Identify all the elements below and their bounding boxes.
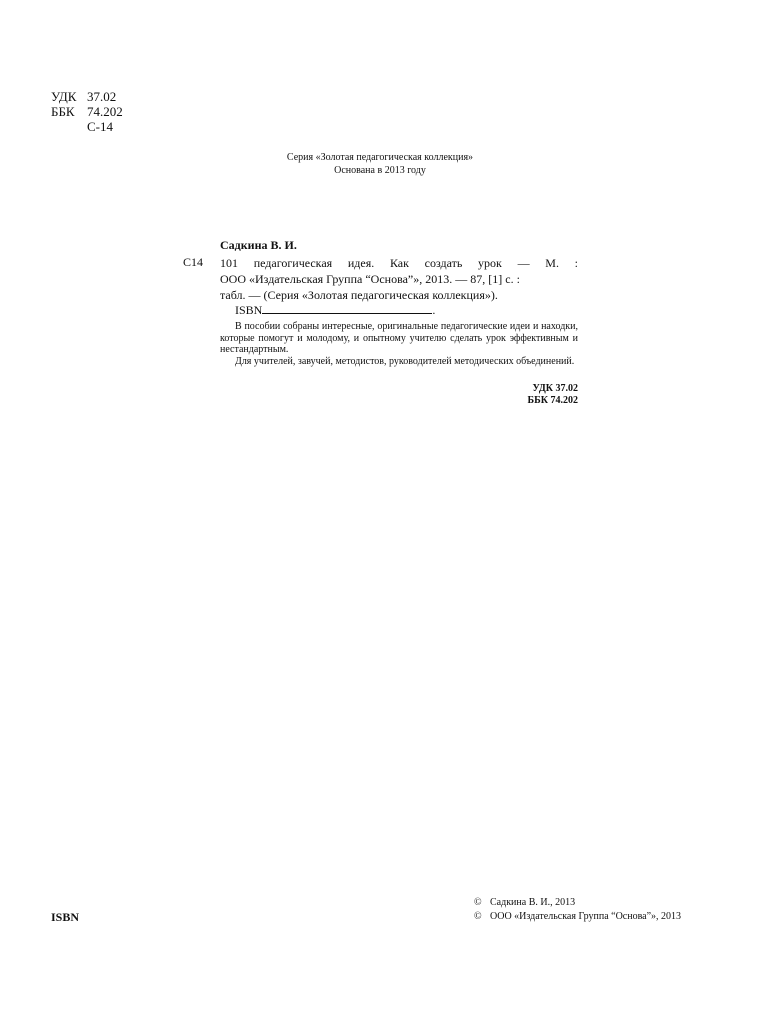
record-author: Садкина В. И.	[220, 238, 297, 252]
series-founded: Основана в 2013 году	[334, 165, 426, 176]
bib-line-3: табл. — (Серия «Золотая педагогическая коллекция»).	[220, 288, 498, 302]
bbk-value: 74.202	[87, 104, 123, 119]
udk-row	[51, 89, 123, 104]
bib-line-2: ООО «Издательская Группа “Основа”», 2013. — 87, [1] с. :	[220, 272, 520, 286]
abstract-paragraph-1: В пособии собраны интересные, оригинальные педагогические идеи и находки, которые помогут и молодому, и опытному учителю сделать урок эффективным и нестандартным.	[220, 321, 578, 355]
series-title: Серия «Золотая педагогическая коллекция»	[286, 152, 474, 163]
record-udk: УДК 37.02	[532, 383, 578, 394]
isbn-end: .	[432, 303, 436, 317]
copyright-symbol: ©	[474, 897, 482, 908]
bib-line-1: 101 педагогическая идея. Как создать урок — М. :	[220, 256, 578, 270]
footer-isbn: ISBN	[51, 910, 80, 924]
isbn-field	[235, 303, 435, 318]
abstract-paragraph-2: Для учителей, завучей, методистов, руководителей методических объединений.	[235, 355, 575, 367]
bibliographic-description	[220, 255, 578, 303]
series-info	[200, 151, 560, 177]
abstract	[220, 321, 578, 367]
bbk-label: ББК	[51, 104, 75, 119]
bbk-row	[51, 104, 123, 119]
record-classification	[528, 383, 578, 406]
author-mark: С-14	[87, 119, 113, 134]
classification-codes	[51, 89, 123, 134]
record-code: С14	[183, 255, 204, 269]
copyright-symbol: ©	[474, 911, 482, 922]
copyright-author	[474, 896, 681, 910]
copyright-block	[474, 896, 681, 924]
author-mark-row	[51, 119, 123, 134]
udk-value: 37.02	[87, 89, 117, 104]
isbn-blank	[262, 303, 432, 314]
record-bbk: ББК 74.202	[527, 394, 578, 406]
copyright-publisher	[474, 910, 681, 924]
copyright-author-text: Садкина В. И., 2013	[490, 897, 576, 908]
udk-label: УДК	[51, 89, 77, 104]
copyright-publisher-text: ООО «Издательская Группа “Основа”», 2013	[490, 911, 682, 922]
isbn-label: ISBN	[235, 303, 263, 317]
